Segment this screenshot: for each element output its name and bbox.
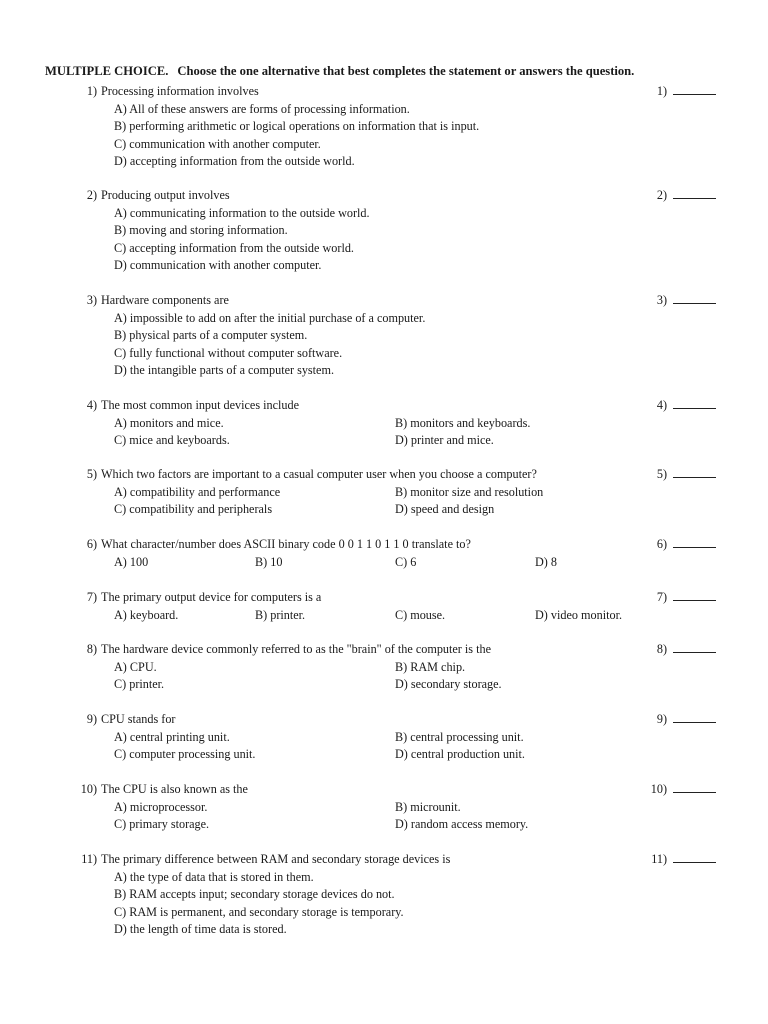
- option-d[interactable]: D) communication with another computer.: [114, 258, 322, 272]
- answer-number: 10): [650, 782, 667, 796]
- option-a[interactable]: A) microprocessor.: [114, 799, 208, 814]
- option-c[interactable]: C) mouse.: [395, 607, 446, 622]
- answer-number: 5): [656, 467, 667, 481]
- option-a[interactable]: A) communicating information to the outside world.: [114, 205, 370, 220]
- option-d[interactable]: D) printer and mice.: [395, 433, 494, 447]
- answer-blank[interactable]: [673, 303, 716, 304]
- option-a[interactable]: A) central printing unit.: [114, 729, 230, 744]
- option-b[interactable]: B) RAM accepts input; secondary storage devices do not.: [114, 887, 395, 901]
- option-d[interactable]: D) secondary storage.: [395, 677, 502, 691]
- option-b[interactable]: B) printer.: [255, 607, 306, 622]
- question-number: 4): [86, 398, 97, 412]
- option-c[interactable]: C) fully functional without computer software.: [114, 345, 343, 360]
- question-number: 5): [86, 467, 97, 481]
- answer-blank[interactable]: [673, 600, 716, 601]
- question-stem: CPU stands for: [101, 712, 176, 726]
- option-d[interactable]: D) the length of time data is stored.: [114, 922, 287, 936]
- question-stem: Processing information involves: [101, 84, 259, 98]
- question-number: 10): [80, 782, 97, 796]
- option-d[interactable]: D) video monitor.: [535, 607, 622, 622]
- answer-number: 3): [656, 293, 667, 307]
- option-d[interactable]: D) accepting information from the outside world.: [114, 154, 355, 168]
- answer-number: 11): [651, 852, 667, 866]
- answer-number: 1): [656, 84, 667, 98]
- answer-number: 2): [656, 188, 667, 202]
- option-b[interactable]: B) moving and storing information.: [114, 223, 288, 237]
- question-number: 11): [81, 852, 97, 866]
- option-a[interactable]: A) monitors and mice.: [114, 415, 224, 430]
- option-b[interactable]: B) monitors and keyboards.: [395, 415, 531, 430]
- question-stem: The primary difference between RAM and secondary storage devices is: [101, 852, 451, 866]
- question-stem: The most common input devices include: [101, 398, 300, 412]
- option-b[interactable]: B) monitor size and resolution: [395, 484, 544, 499]
- option-c[interactable]: C) mice and keyboards.: [114, 433, 230, 447]
- answer-blank[interactable]: [673, 792, 716, 793]
- section-header: [45, 64, 634, 79]
- question-number: 1): [86, 84, 97, 98]
- option-c[interactable]: C) compatibility and peripherals: [114, 502, 273, 516]
- option-c[interactable]: C) primary storage.: [114, 817, 210, 831]
- answer-blank[interactable]: [673, 862, 716, 863]
- answer-number: 9): [656, 712, 667, 726]
- question-stem: The hardware device commonly referred to as the "brain" of the computer is the: [101, 642, 491, 656]
- section-instruction: Choose the one alternative that best completes the statement or answers the question.: [177, 64, 635, 78]
- answer-blank[interactable]: [673, 198, 716, 199]
- option-a[interactable]: A) impossible to add on after the initial purchase of a computer.: [114, 310, 426, 325]
- question-stem: Producing output involves: [101, 188, 230, 202]
- question-number: 9): [86, 712, 97, 726]
- question-number: 6): [86, 537, 97, 551]
- question-stem: Hardware components are: [101, 293, 229, 307]
- answer-blank[interactable]: [673, 722, 716, 723]
- option-b[interactable]: B) microunit.: [395, 799, 461, 814]
- option-c[interactable]: C) 6: [395, 554, 417, 569]
- option-c[interactable]: C) communication with another computer.: [114, 136, 321, 151]
- option-b[interactable]: B) 10: [255, 554, 283, 569]
- answer-blank[interactable]: [673, 652, 716, 653]
- option-b[interactable]: B) physical parts of a computer system.: [114, 328, 308, 342]
- answer-number: 4): [656, 398, 667, 412]
- answer-blank[interactable]: [673, 94, 716, 95]
- section-title: MULTIPLE CHOICE.: [45, 64, 169, 78]
- question-stem: The primary output device for computers is a: [101, 590, 322, 604]
- option-a[interactable]: A) 100: [114, 554, 149, 569]
- option-a[interactable]: A) All of these answers are forms of processing information.: [114, 101, 410, 116]
- option-d[interactable]: D) 8: [535, 554, 558, 569]
- option-b[interactable]: B) central processing unit.: [395, 729, 524, 744]
- option-c[interactable]: C) computer processing unit.: [114, 747, 256, 761]
- answer-number: 8): [656, 642, 667, 656]
- option-a[interactable]: A) keyboard.: [114, 607, 179, 622]
- option-d[interactable]: D) the intangible parts of a computer system.: [114, 363, 334, 377]
- option-b[interactable]: B) performing arithmetic or logical operations on information that is input.: [114, 119, 480, 133]
- option-a[interactable]: A) compatibility and performance: [114, 484, 281, 499]
- option-a[interactable]: A) CPU.: [114, 659, 157, 674]
- option-d[interactable]: D) random access memory.: [395, 817, 529, 831]
- option-c[interactable]: C) accepting information from the outside world.: [114, 240, 354, 255]
- answer-number: 6): [656, 537, 667, 551]
- question-stem: What character/number does ASCII binary code 0 0 1 1 0 1 1 0 translate to?: [101, 537, 471, 551]
- answer-blank[interactable]: [673, 547, 716, 548]
- option-a[interactable]: A) the type of data that is stored in them.: [114, 869, 314, 884]
- option-c[interactable]: C) printer.: [114, 677, 165, 691]
- question-number: 7): [86, 590, 97, 604]
- answer-blank[interactable]: [673, 477, 716, 478]
- question-number: 8): [86, 642, 97, 656]
- question-number: 3): [86, 293, 97, 307]
- option-b[interactable]: B) RAM chip.: [395, 659, 466, 674]
- question-stem: Which two factors are important to a casual computer user when you choose a computer?: [101, 467, 537, 481]
- option-d[interactable]: D) central production unit.: [395, 747, 525, 761]
- question-stem: The CPU is also known as the: [101, 782, 248, 796]
- answer-number: 7): [656, 590, 667, 604]
- question-number: 2): [86, 188, 97, 202]
- answer-blank[interactable]: [673, 408, 716, 409]
- option-d[interactable]: D) speed and design: [395, 502, 495, 516]
- option-c[interactable]: C) RAM is permanent, and secondary storage is temporary.: [114, 904, 404, 919]
